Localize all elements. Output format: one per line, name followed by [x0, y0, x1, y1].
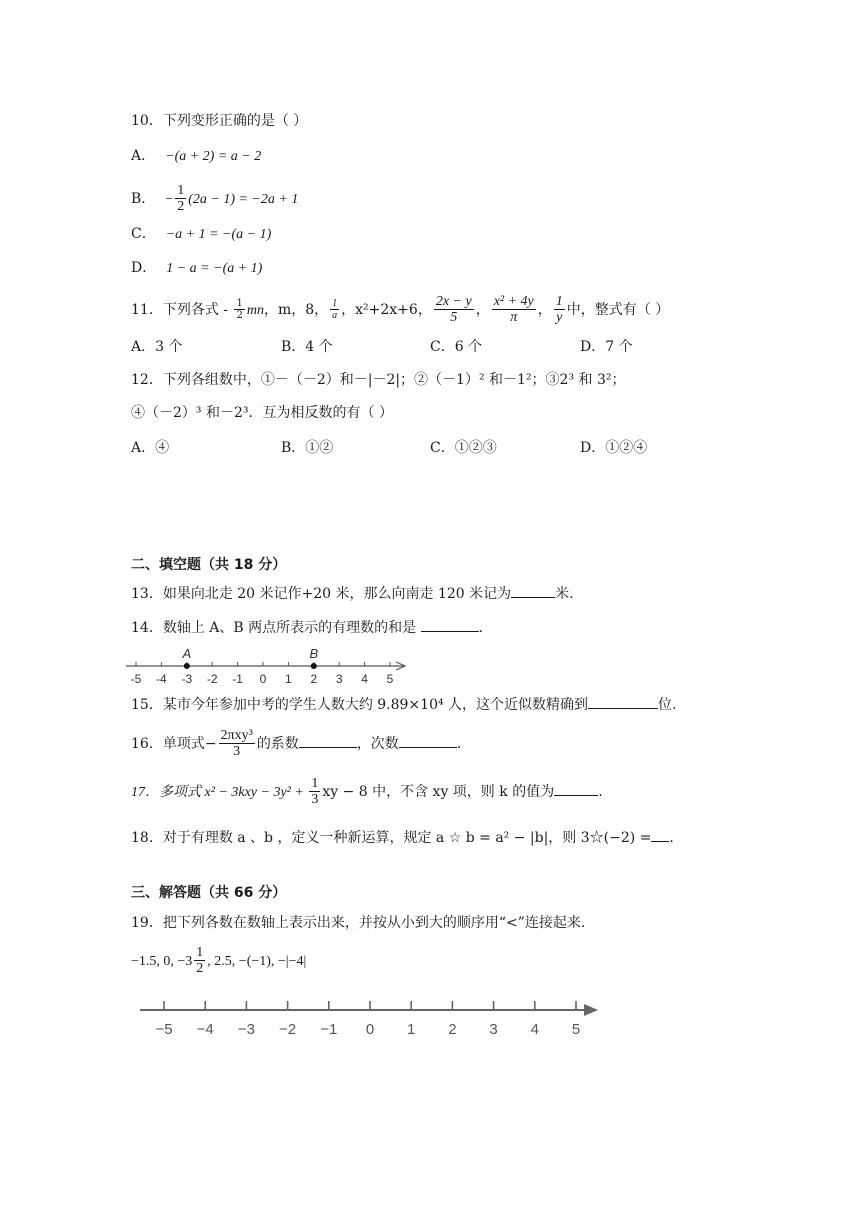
- axis-tick-label: -1: [232, 672, 243, 686]
- axis-tick-label: 1: [407, 1021, 416, 1038]
- axis-tick-label: 2: [310, 672, 318, 686]
- axis-tick-label: −4: [196, 1021, 214, 1038]
- axis-tick-label: -4: [156, 672, 167, 686]
- axis-tick-label: 3: [489, 1021, 498, 1038]
- axis-tick-label: -2: [206, 672, 218, 686]
- axis-tick-label: 0: [259, 672, 267, 686]
- q13: 13．如果向北走 20 米记作+20 米，那么向南走 120 米记为 米.: [131, 586, 574, 602]
- q12-option-d: D．①②④: [580, 440, 648, 456]
- point-a-label: A: [182, 646, 192, 661]
- q14: 14．数轴上 A、B 两点所表示的有理数的和是 .: [131, 620, 484, 636]
- q12-line1: 12．下列各组数中，①－（－2）和－|－2|；②（－1）² 和－1²；③2³ 和 3²；: [131, 372, 626, 388]
- q17: 17．多项式 x² − 3kxy − 3y² + $\frac{1}{3}$ xy − 8 中，不含 xy 项，则 k 的值为 .: [131, 776, 603, 808]
- axis-tick-label: 3: [335, 672, 343, 686]
- axis-tick-label: -3: [181, 672, 193, 686]
- q11-stem: 11．下列各式 - $\frac{1}{2}$ mn，m，8， $\frac{1}{a}$ ，x²+2x+6， $\frac{2x - y}{5}$ ， $\frac{\text{x² + 4y}}{\pi}$ ， $\frac{1}{y}$ 中，整式有（ ）: [131, 294, 670, 326]
- q11-option-a: A．3 个: [131, 339, 183, 355]
- q12-option-b: B．①②: [281, 440, 334, 456]
- section-answer-title: 三、解答题（共 66 分）: [131, 885, 287, 901]
- axis-tick-label: −3: [237, 1021, 255, 1038]
- q10-option-d: D． 1 − a = −(a + 1): [131, 260, 263, 276]
- q11-option-d: D．7 个: [580, 339, 633, 355]
- q18: 18．对于有理数 a 、b ，定义一种新运算，规定 a ☆ b = a² − |b|，则 3☆(−2) = .: [131, 830, 674, 846]
- axis-tick-label: -5: [130, 672, 142, 686]
- q10-option-b: B． − $\frac{1}{2}$ (2a − 1) = −2a + 1: [131, 183, 299, 215]
- q12-line2: ④（－2）³ 和－2³．互为相反数的有（ ）: [131, 405, 393, 421]
- q11-option-b: B．4 个: [281, 339, 333, 355]
- number-line-ab: [124, 644, 414, 688]
- axis-tick-label: 5: [571, 1021, 581, 1038]
- q10-option-c: C． −a + 1 = −(a − 1): [131, 226, 272, 242]
- axis-tick-label: 0: [365, 1021, 375, 1038]
- q19-stem: 19．把下列各数在数轴上表示出来，并按从小到大的顺序用“<”连接起来.: [131, 915, 586, 931]
- axis-arrow: [584, 1004, 598, 1016]
- q12-option-c: C．①②③: [430, 440, 497, 456]
- q15: 15．某市今年参加中考的学生人数大约 9.89×10⁴ 人，这个近似数精确到 位.: [131, 697, 677, 713]
- point-b-label: B: [309, 646, 319, 661]
- number-line-answer: [132, 996, 612, 1042]
- axis-tick-label: −5: [155, 1021, 173, 1038]
- section-fill-in-title: 二、填空题（共 18 分）: [131, 557, 287, 573]
- axis-tick-label: −1: [320, 1021, 338, 1038]
- q10-stem: 10．下列变形正确的是（ ）: [131, 113, 308, 129]
- point-b: [311, 663, 317, 669]
- q12-option-a: A．④: [131, 440, 170, 456]
- q19-numbers: −1.5, 0, −3 $\frac{1}{2}$ , 2.5, −(−1), −|−4|: [131, 945, 307, 977]
- axis-tick-label: −2: [279, 1021, 297, 1038]
- axis-tick-label: 4: [361, 672, 368, 686]
- axis-tick-label: 5: [386, 672, 394, 686]
- q10-option-a: A． −(a + 2) = a − 2: [131, 148, 262, 164]
- q16: 16．单项式− $\frac{\text{2πxy³}}{3}$ 的系数 ，次数 .: [131, 728, 462, 760]
- axis-tick-label: 1: [285, 672, 292, 686]
- axis-tick-label: 2: [448, 1021, 457, 1038]
- point-a: [184, 663, 190, 669]
- q11-option-c: C．6 个: [430, 339, 483, 355]
- axis-tick-label: 4: [530, 1021, 539, 1038]
